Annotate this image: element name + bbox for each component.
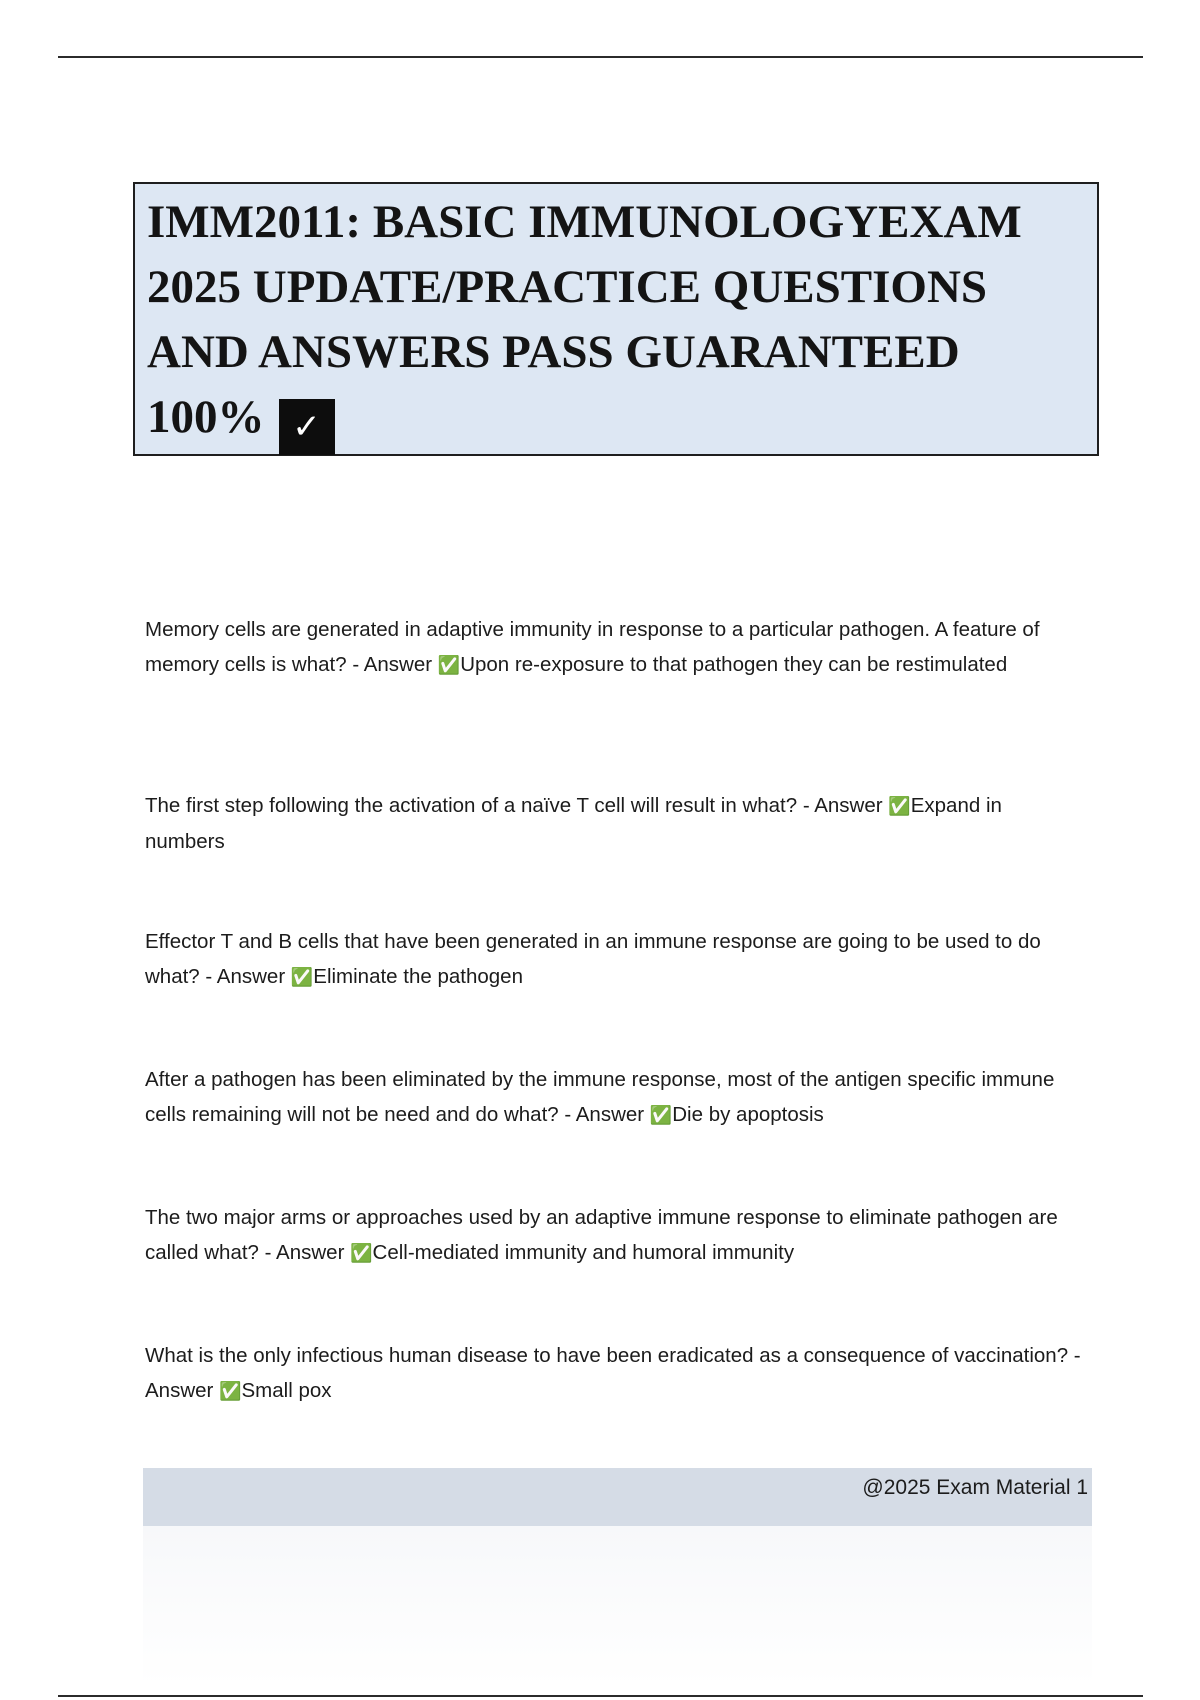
answer-text: Small pox xyxy=(241,1379,332,1402)
title-line-4 xyxy=(147,385,1087,455)
question-text: Effector T and B cells that have been generated in an immune response are going to be used to do what? - Answer xyxy=(145,930,1041,988)
question-text: What is the only infectious human disease to have been eradicated as a consequence of vaccination? - Answer xyxy=(145,1344,1081,1402)
qa-item-5 xyxy=(145,1200,1085,1271)
qa-item-1 xyxy=(145,612,1085,683)
checkmark-icon: ✓ xyxy=(279,399,335,455)
qa-item-3 xyxy=(145,924,1085,995)
qa-item-4 xyxy=(145,1062,1085,1133)
qa-item-2 xyxy=(145,788,1085,859)
question-text: The first step following the activation of a naïve T cell will result in what? - Answer xyxy=(145,794,889,817)
answer-text: Cell-mediated immunity and humoral immunity xyxy=(372,1241,795,1264)
check-icon: ✅ xyxy=(290,967,314,988)
check-icon: ✅ xyxy=(888,796,911,817)
title-line-1: IMM2011: BASIC IMMUNOLOGYEXAM xyxy=(147,196,1022,248)
answer-text: Upon re-exposure to that pathogen they can be restimulated xyxy=(460,653,1008,676)
answer-text: Expand in numbers xyxy=(145,794,1002,853)
check-icon: ✅ xyxy=(649,1105,673,1126)
question-text: After a pathogen has been eliminated by the immune response, most of the antigen specific immune cells remaining will not be need and do what? - Answer xyxy=(145,1068,1055,1126)
page-footer xyxy=(143,1468,1092,1526)
title-percent: 100% xyxy=(147,391,265,443)
bottom-rule xyxy=(58,1695,1143,1697)
question-text: Memory cells are generated in adaptive immunity in response to a particular pathogen. A feature of memory cells is what? - Answer xyxy=(145,618,1040,676)
top-rule xyxy=(58,56,1143,58)
check-icon: ✅ xyxy=(437,655,461,676)
title-line-3: AND ANSWERS PASS GUARANTEED xyxy=(147,326,960,378)
question-text: The two major arms or approaches used by an adaptive immune response to eliminate pathogen are called what? - Answer xyxy=(145,1206,1058,1264)
title-line-2: 2025 UPDATE/PRACTICE QUESTIONS xyxy=(147,261,988,313)
footer-shade xyxy=(143,1526,1092,1686)
footer-text: @2025 Exam Material 1 xyxy=(862,1476,1088,1499)
check-icon: ✅ xyxy=(350,1243,373,1264)
answer-text: Eliminate the pathogen xyxy=(313,965,523,988)
qa-item-6 xyxy=(145,1338,1085,1409)
title-box xyxy=(133,182,1099,456)
answer-text: Die by apoptosis xyxy=(672,1103,824,1126)
check-icon: ✅ xyxy=(219,1381,242,1402)
